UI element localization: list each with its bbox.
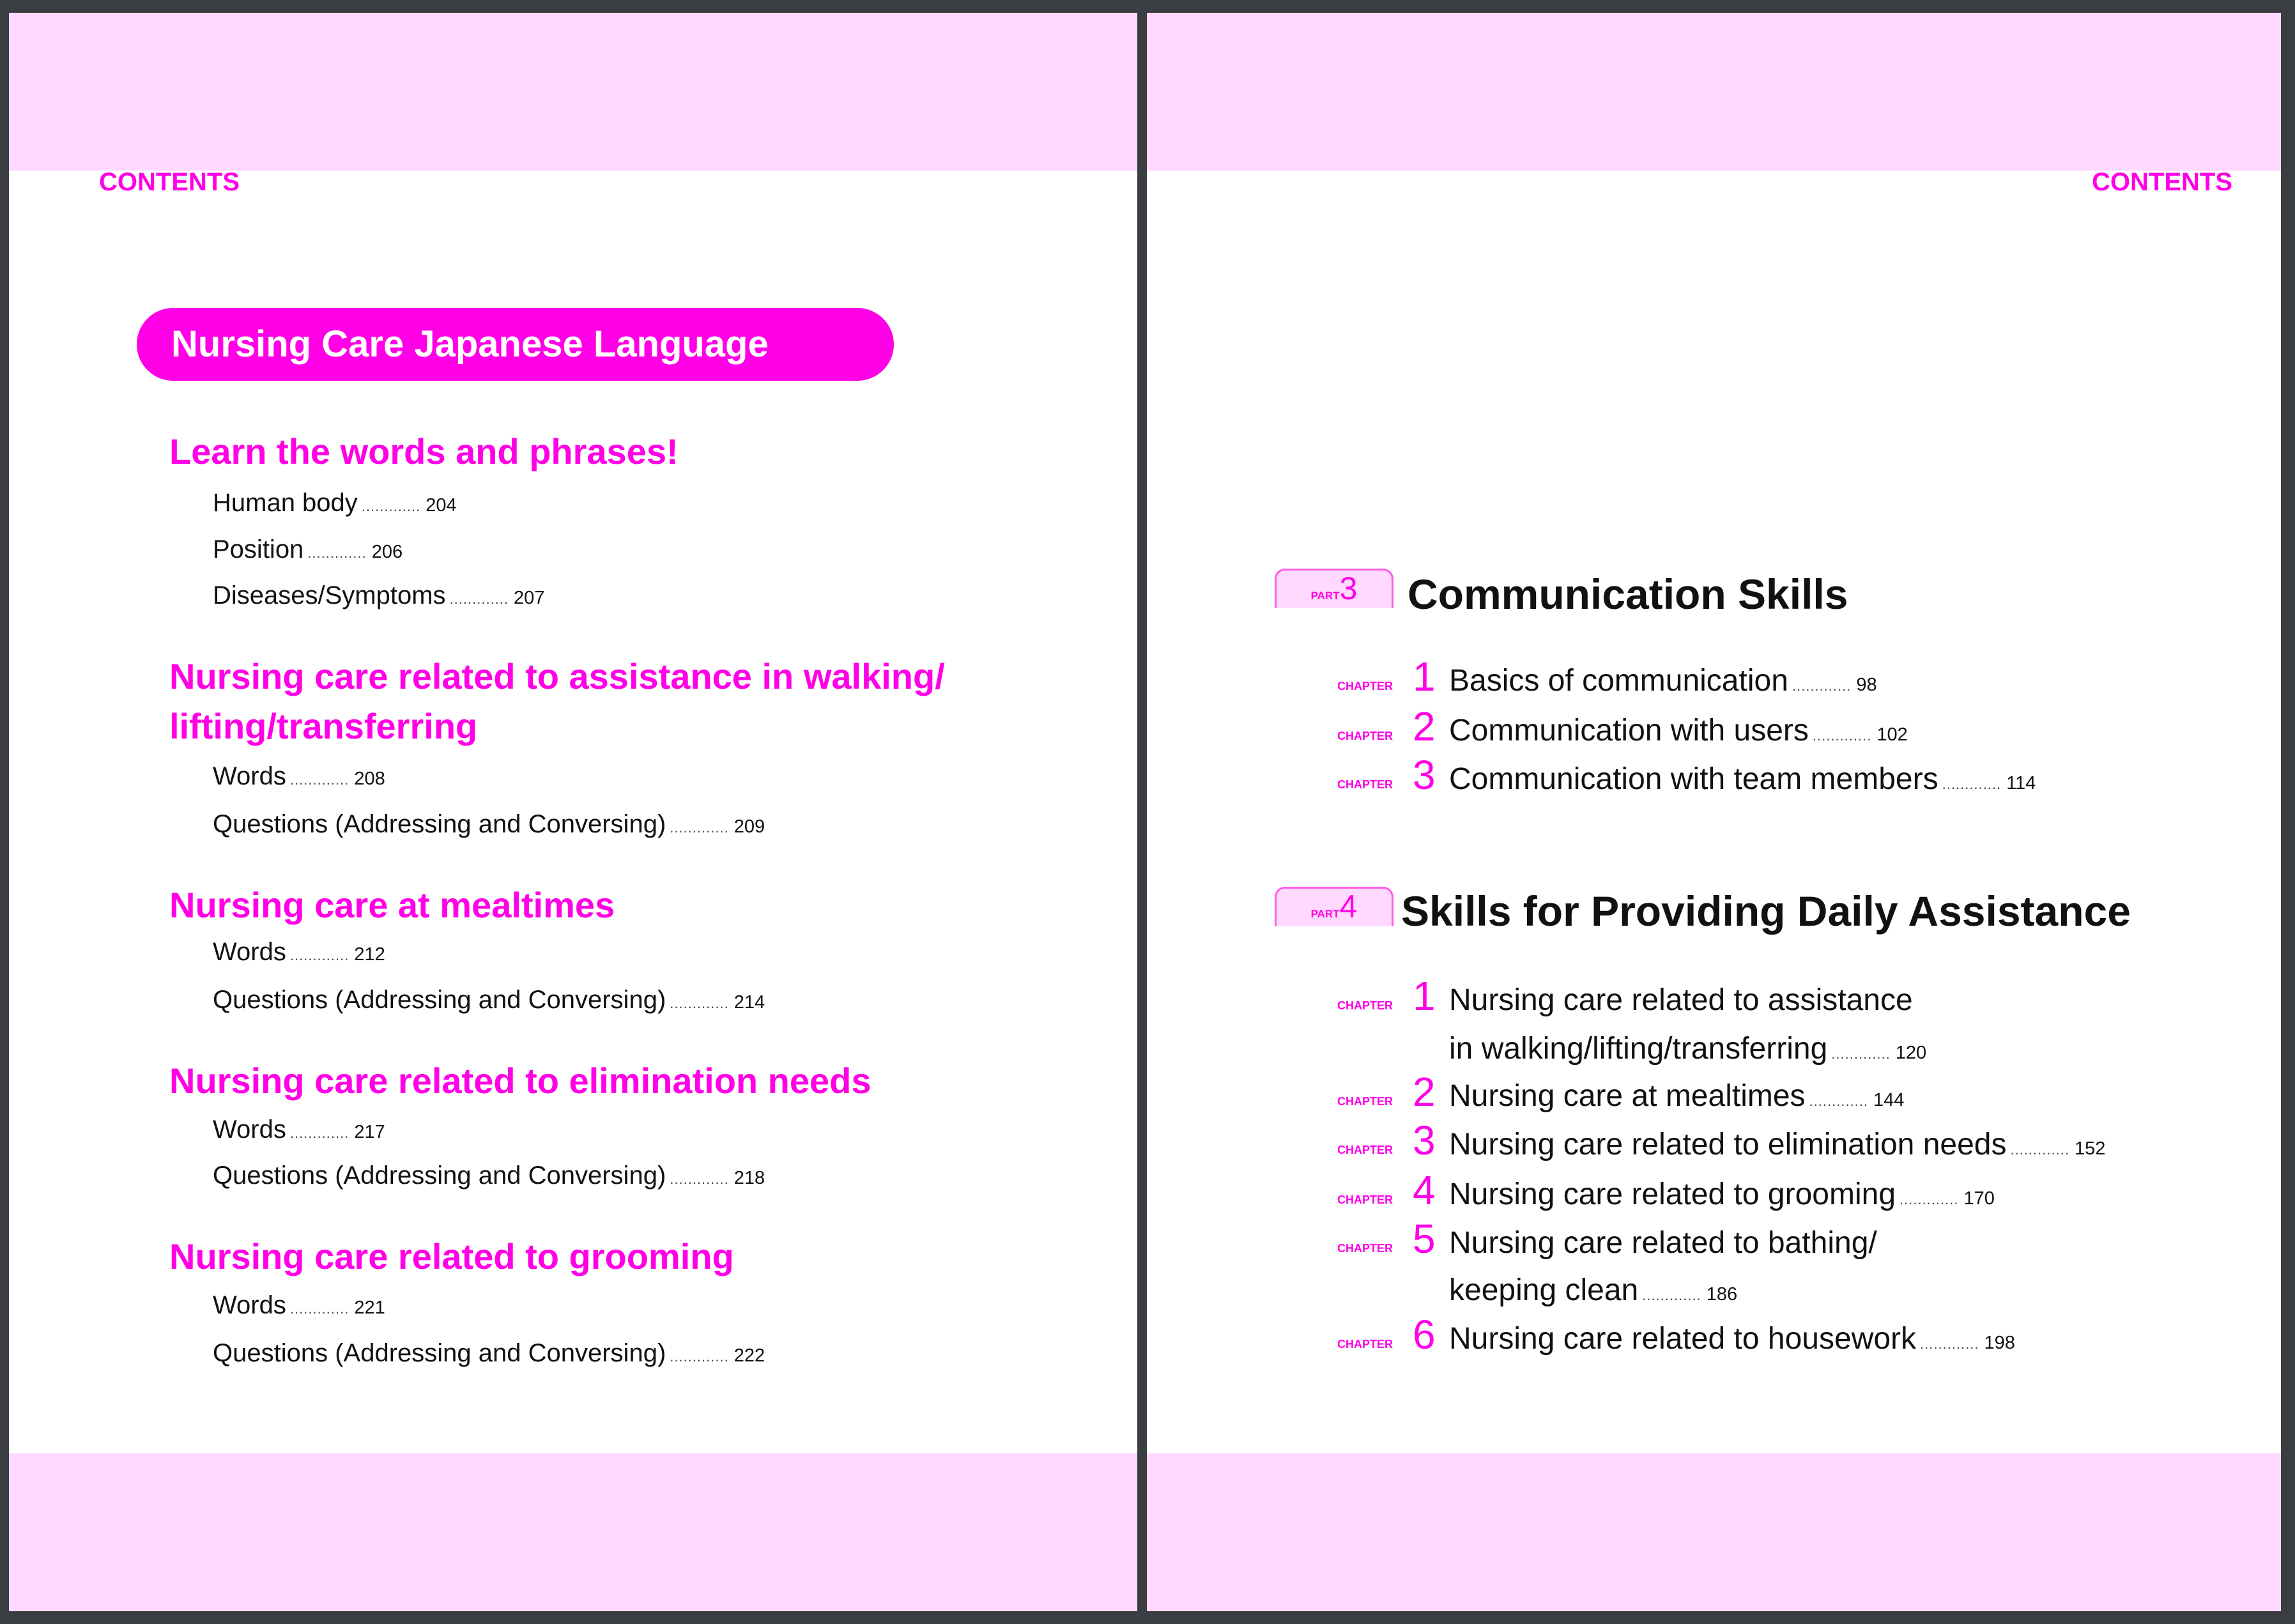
part-number: 4	[1339, 889, 1358, 924]
chapter-number: 4	[1413, 1167, 1436, 1213]
chapter-title: Communication with team members	[1449, 762, 1938, 796]
left-page	[9, 13, 1137, 1611]
chapter-title: Nursing care related to bathing/	[1449, 1226, 1877, 1260]
chapter-title-line	[1449, 760, 2036, 804]
chapter-title: Nursing care related to assistance	[1449, 983, 1913, 1017]
toc-entry[interactable]	[213, 1337, 765, 1373]
leader-dots: .............	[289, 1125, 349, 1141]
page-number: 186	[1706, 1284, 1738, 1305]
leader-dots: .............	[670, 1349, 729, 1365]
leader-dots: .............	[289, 947, 349, 963]
entry-label: Human body	[213, 489, 358, 517]
toc-entry[interactable]	[213, 533, 403, 569]
page-number: 198	[1984, 1333, 2015, 1353]
toc-entry[interactable]	[213, 1114, 385, 1149]
chapter-number: 1	[1413, 654, 1436, 700]
section-title: Nursing care related to grooming	[169, 1236, 734, 1276]
chapter-word: CHAPTER	[1337, 1193, 1393, 1206]
chapter-title-continued: keeping clean	[1449, 1273, 1639, 1307]
page-number: 207	[514, 588, 545, 608]
page-number: 212	[354, 944, 385, 965]
chapter-title: Nursing care related to grooming	[1449, 1177, 1896, 1211]
page-number: 170	[1963, 1188, 1995, 1209]
page-number: 144	[1873, 1090, 1905, 1110]
chapter-number: 1	[1413, 973, 1436, 1019]
leader-dots: .............	[289, 1301, 349, 1317]
chapter-number: 3	[1413, 1117, 1436, 1163]
right-page	[1147, 13, 2281, 1611]
leader-dots: .............	[289, 772, 349, 788]
toc-entry[interactable]	[213, 808, 765, 844]
toc-entry[interactable]	[213, 579, 544, 615]
page-number: 98	[1856, 675, 1877, 695]
running-head: CONTENTS	[2092, 168, 2232, 196]
chapter-word: CHAPTER	[1337, 1242, 1393, 1255]
leader-dots: .............	[670, 1171, 729, 1187]
bottom-band	[1147, 1453, 2281, 1611]
section-title: Nursing care related to assistance in walking/	[169, 656, 945, 696]
section-title: Nursing care related to elimination needs	[169, 1061, 871, 1101]
entry-label: Questions (Addressing and Conversing)	[213, 1161, 666, 1190]
page-number: 114	[2006, 773, 2036, 793]
page-number: 152	[2074, 1138, 2106, 1159]
page-number: 204	[426, 495, 457, 516]
entry-label: Questions (Addressing and Conversing)	[213, 986, 666, 1014]
leader-dots: .............	[361, 498, 421, 514]
chapter-word: CHAPTER	[1337, 680, 1393, 693]
leader-dots: .............	[1642, 1287, 1701, 1303]
chapter-number: 2	[1413, 1069, 1436, 1115]
chapter-title-line	[1449, 712, 1908, 755]
toc-entry[interactable]	[213, 1289, 385, 1325]
page-number: 214	[733, 992, 765, 1013]
chapter-title: Nursing care related to elimination needs	[1449, 1128, 2007, 1161]
top-band	[1147, 13, 2281, 171]
entry-label: Diseases/Symptoms	[213, 581, 446, 609]
leader-dots: .............	[1831, 1046, 1891, 1062]
page-number: 102	[1877, 724, 1908, 745]
entry-label: Questions (Addressing and Conversing)	[213, 810, 666, 838]
leader-dots: .............	[1812, 728, 1872, 744]
part-word: PART	[1310, 908, 1340, 920]
page-number: 120	[1895, 1043, 1927, 1063]
leader-dots: .............	[1809, 1093, 1868, 1109]
leader-dots: .............	[2010, 1142, 2069, 1158]
chapter-word: CHAPTER	[1337, 730, 1393, 742]
section-title: Nursing care at mealtimes	[169, 885, 615, 925]
chapter-title: Nursing care at mealtimes	[1449, 1079, 1806, 1113]
part-title: Skills for Providing Daily Assistance	[1401, 887, 2131, 935]
chapter-title: Nursing care related to housework	[1449, 1322, 1917, 1356]
part-tab	[1275, 887, 1393, 926]
bottom-band	[9, 1453, 1137, 1611]
toc-entry[interactable]	[213, 1160, 765, 1195]
leader-dots: .............	[1900, 1191, 1959, 1207]
page-number: 209	[733, 816, 765, 837]
toc-entry[interactable]	[213, 936, 385, 972]
leader-dots: .............	[1942, 776, 2002, 792]
leader-dots: .............	[670, 820, 729, 836]
chapter-title-continued-line[interactable]	[1449, 1271, 1737, 1315]
top-band	[9, 13, 1137, 171]
part-tab	[1275, 569, 1393, 608]
chapter-number: 5	[1413, 1216, 1436, 1262]
leader-dots: .............	[449, 591, 509, 607]
toc-entry[interactable]	[213, 760, 385, 796]
page-number: 206	[371, 542, 403, 562]
chapter-title: Communication with users	[1449, 714, 1809, 747]
page-number: 218	[733, 1168, 765, 1188]
chapter-title-line	[1449, 1077, 1904, 1121]
chapter-word: CHAPTER	[1337, 1095, 1393, 1108]
leader-dots: .............	[670, 995, 729, 1011]
entry-label: Questions (Addressing and Conversing)	[213, 1339, 666, 1367]
page-number: 221	[354, 1298, 385, 1318]
chapter-title-line	[1449, 1320, 2015, 1363]
section-title: Learn the words and phrases!	[169, 431, 679, 471]
running-head: CONTENTS	[99, 168, 240, 196]
part-word: PART	[1310, 590, 1340, 602]
chapter-title-continued-line[interactable]	[1449, 1030, 1926, 1073]
entry-label: Words	[213, 938, 286, 966]
chapter-word: CHAPTER	[1337, 1144, 1393, 1156]
book-title-banner: Nursing Care Japanese Language	[137, 308, 894, 381]
leader-dots: .............	[1920, 1336, 1979, 1352]
chapter-title-line	[1449, 662, 1877, 705]
part-number: 3	[1339, 571, 1358, 606]
page-number: 208	[354, 769, 385, 789]
chapter-title-line	[1449, 1126, 2105, 1169]
leader-dots: .............	[1792, 678, 1852, 694]
chapter-word: CHAPTER	[1337, 1338, 1393, 1351]
entry-label: Position	[213, 535, 304, 563]
chapter-title-continued: in walking/lifting/transferring	[1449, 1032, 1828, 1066]
chapter-number: 6	[1413, 1312, 1436, 1358]
entry-label: Words	[213, 1291, 286, 1319]
page-number: 222	[733, 1345, 765, 1366]
chapter-word: CHAPTER	[1337, 999, 1393, 1012]
part-title: Communication Skills	[1408, 571, 1848, 618]
chapter-number: 3	[1413, 752, 1436, 798]
chapter-number: 2	[1413, 703, 1436, 749]
toc-entry[interactable]	[213, 487, 457, 523]
section-title-continued: lifting/transferring	[169, 706, 478, 746]
entry-label: Words	[213, 762, 286, 790]
page-number: 217	[354, 1122, 385, 1142]
chapter-title-line	[1449, 1176, 1995, 1219]
toc-entry[interactable]	[213, 984, 765, 1020]
leader-dots: .............	[307, 545, 367, 561]
chapter-word: CHAPTER	[1337, 778, 1393, 791]
entry-label: Words	[213, 1115, 286, 1144]
chapter-title: Basics of communication	[1449, 664, 1788, 698]
